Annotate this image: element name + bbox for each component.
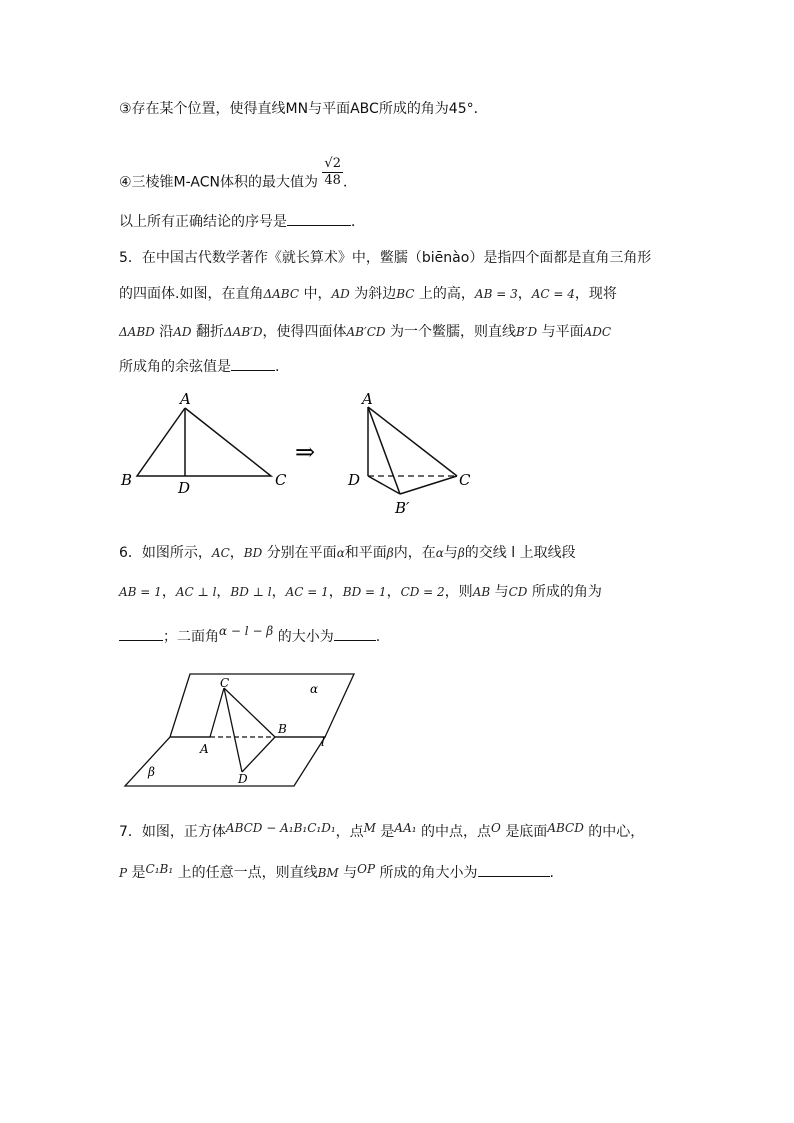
edge-db (368, 476, 400, 494)
q5-figure (115, 390, 485, 520)
label-c: C (275, 471, 287, 489)
answer-blank[interactable] (334, 626, 376, 641)
q6-line-1: 6．如图所示，AC，BD 分别在平面α和平面β内，在α与β的交线 l 上取线段 (119, 545, 576, 561)
label-d: D (238, 772, 248, 786)
label-b-prime: B′ (395, 499, 410, 517)
label-a2: A (362, 390, 373, 408)
plane-beta (125, 737, 325, 786)
label-a: A (180, 390, 191, 408)
label-c: C (220, 676, 230, 690)
label-b: B (278, 722, 287, 736)
segment-bd (242, 737, 275, 772)
fraction-sqrt2-over-48: $\frac{√2}{48}$ (324, 156, 341, 188)
q5-line-4: 所成角的余弦值是 . (119, 356, 279, 377)
edge-bc (400, 476, 457, 494)
q5-line-1: 5．在中国古代数学著作《就长算术》中，鳖臑（biēnào）是指四个面都是直角三角形 (119, 250, 652, 266)
label-a: A (200, 742, 209, 756)
statement-3: ③存在某个位置，使得直线MN与平面ABC所成的角为45°． (119, 101, 488, 117)
q6-figure (120, 668, 360, 793)
label-d: D (178, 479, 191, 497)
plane-alpha (170, 674, 354, 737)
answer-blank[interactable] (478, 862, 550, 877)
segment-ca (210, 688, 224, 737)
label-b: B (121, 471, 133, 489)
q6-line-3: ；二面角α − l − β 的大小为 . (119, 626, 380, 647)
answer-blank[interactable] (231, 356, 275, 371)
statement-4-question: 以上所有正确结论的序号是 ． (119, 211, 365, 232)
answer-blank[interactable] (119, 626, 163, 641)
label-beta: β (148, 765, 155, 779)
segment-cb (224, 688, 275, 737)
label-c2: C (459, 471, 471, 489)
q7-line-2: P 是C₁B₁ 上的任意一点，则直线BM 与OP 所成的角大小为 . (119, 862, 554, 881)
answer-blank[interactable] (287, 211, 351, 226)
statement-4: ④三棱锥M-ACN体积的最大值为 $\frac{√2}{48}$ ． (119, 156, 357, 191)
q7-line-1: 7．如图，正方体ABCD − A₁B₁C₁D₁，点M 是AA₁ 的中点，点O 是底面ABCD 的中心， (119, 821, 645, 840)
label-alpha: α (310, 682, 319, 696)
segment-cd (224, 688, 242, 772)
label-l: l (321, 735, 325, 749)
q5-line-2: 的四面体.如图，在直角ΔABC 中，AD 为斜边BC 上的高，AB = 3，AC = 4，现将 (119, 286, 617, 302)
triangle-abc (137, 408, 271, 476)
implies-arrow: ⇒ (295, 438, 316, 466)
q6-line-2: AB = 1，AC ⊥ l，BD ⊥ l，AC = 1，BD = 1，CD = 2，则AB 与CD 所成的角为 (119, 584, 602, 600)
q5-line-3: ΔABD 沿AD 翻折ΔAB′D，使得四面体AB′CD 为一个鳖臑，则直线B′D 与平面ADC (119, 324, 612, 340)
label-d2: D (348, 471, 361, 489)
